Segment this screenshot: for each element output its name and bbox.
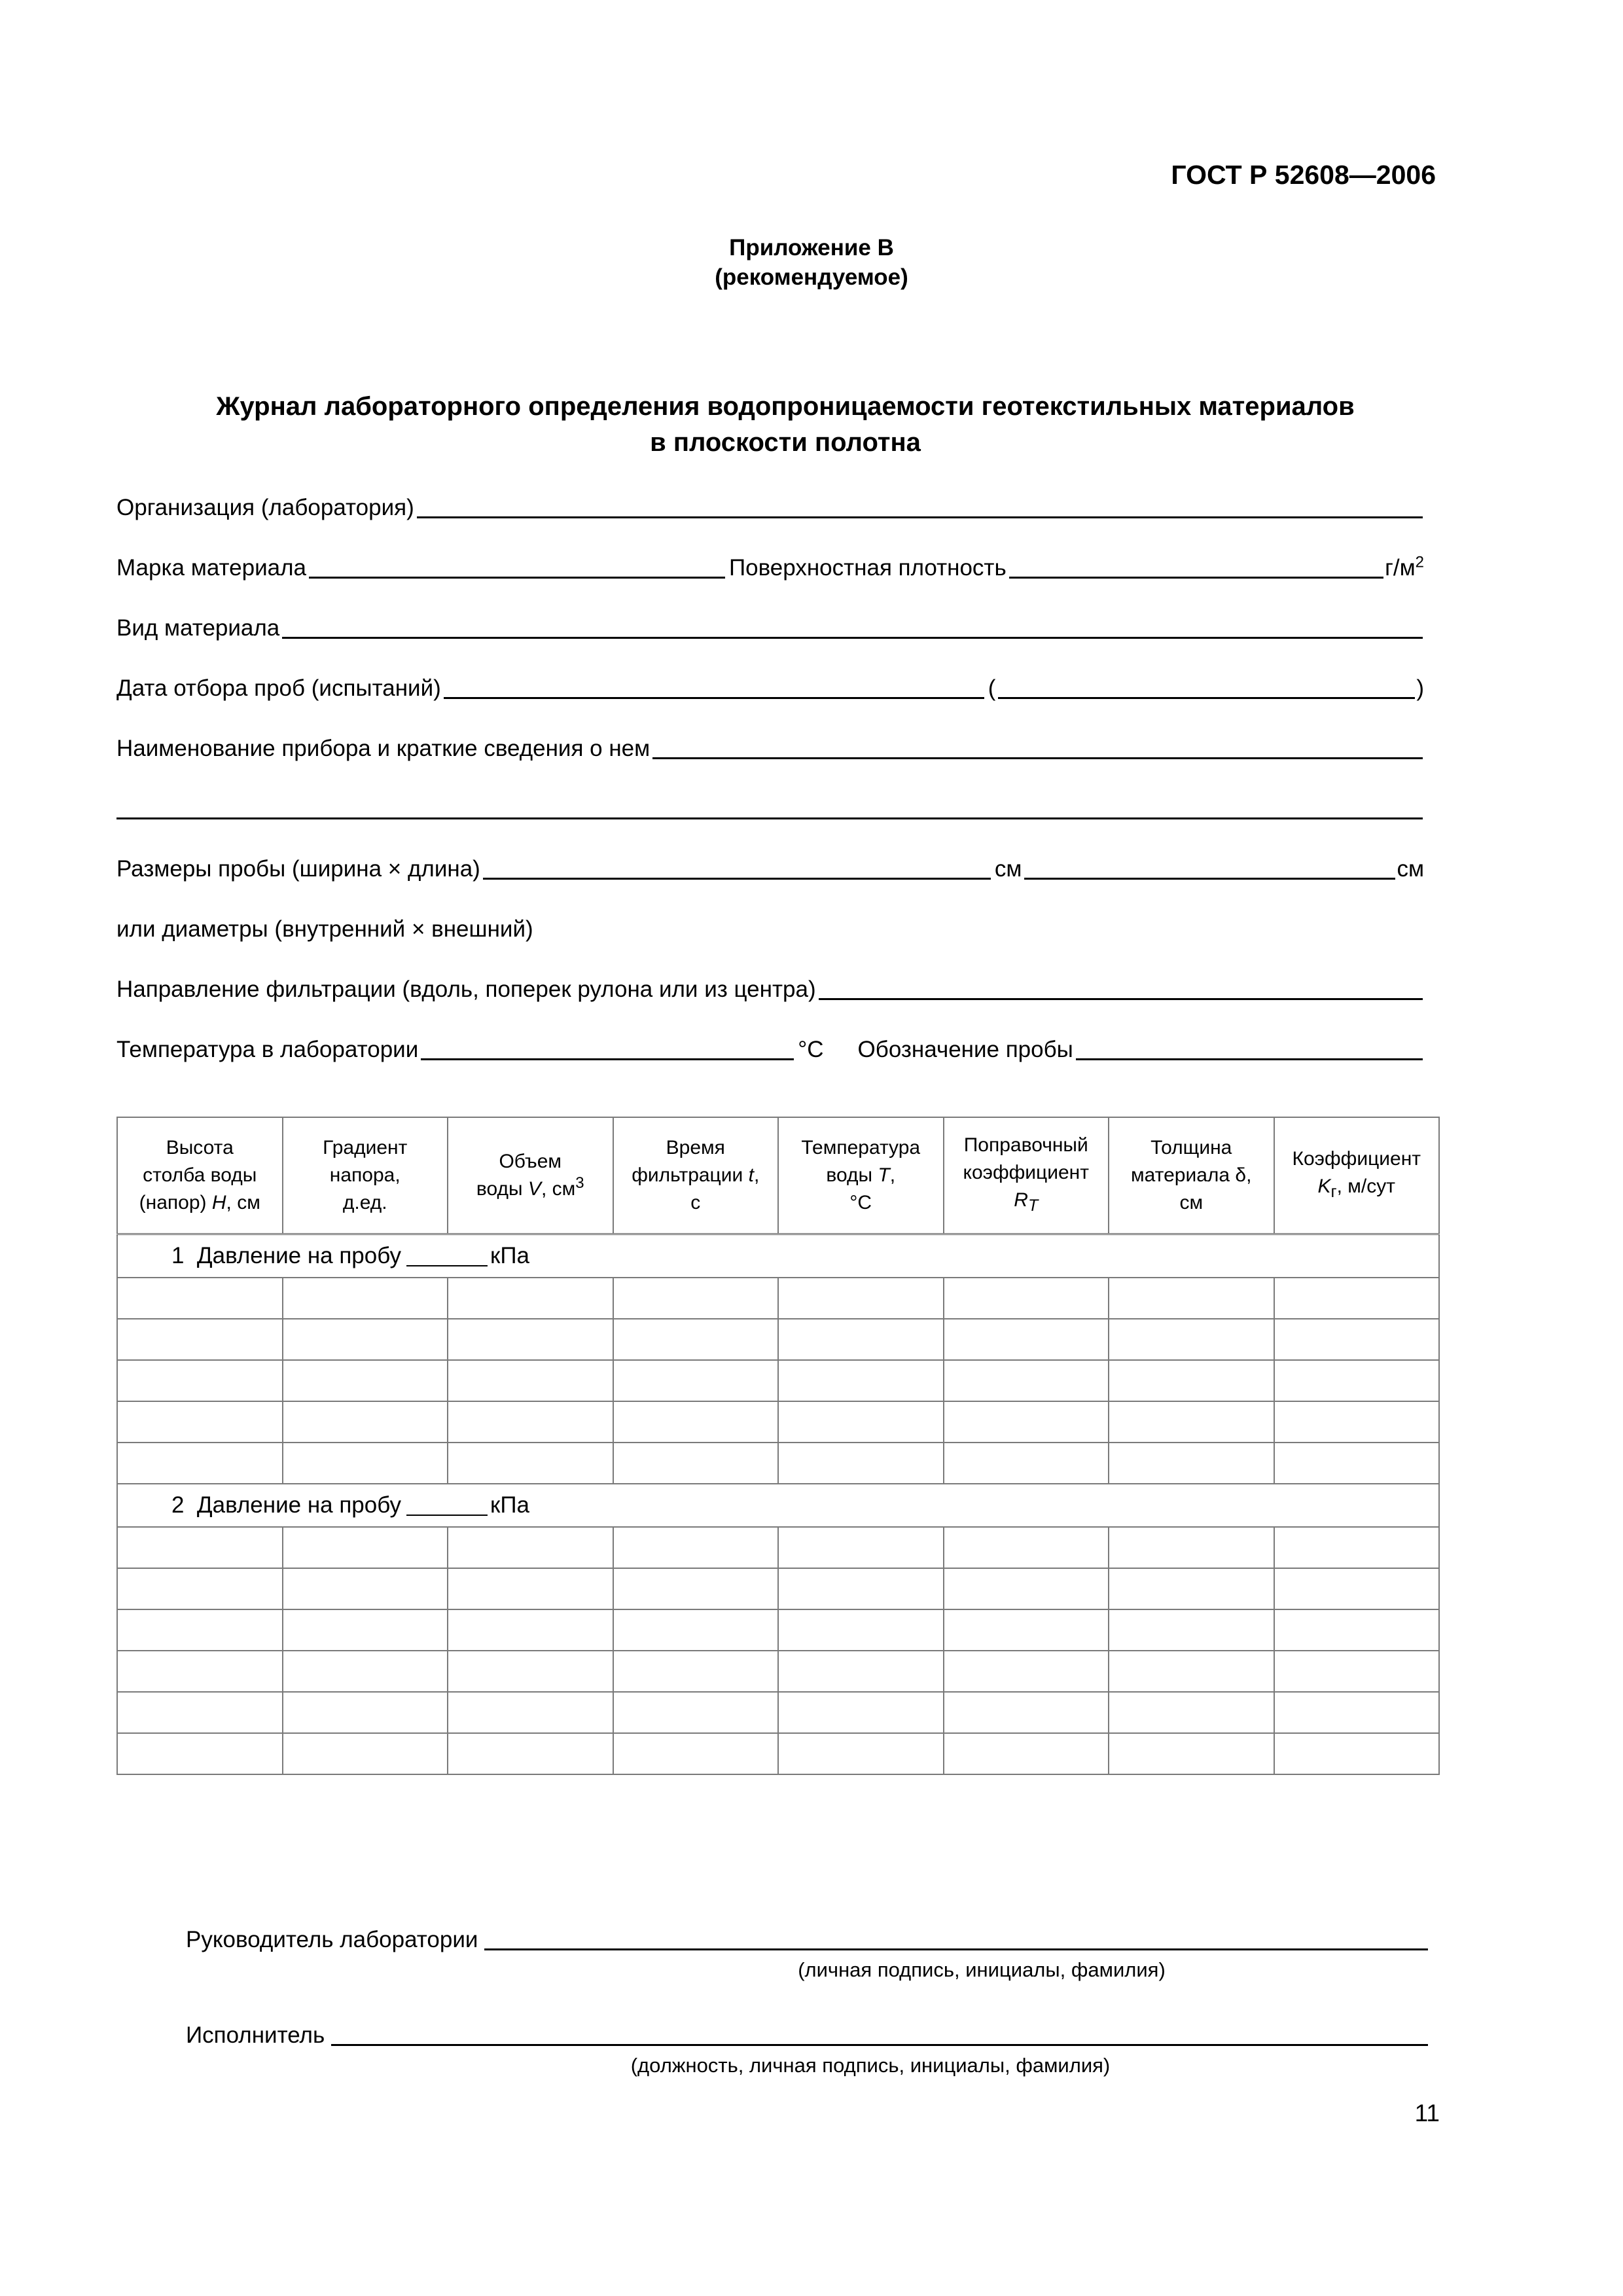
table-row: [117, 1319, 1439, 1360]
table-cell[interactable]: [944, 1651, 1109, 1692]
table-cell[interactable]: [448, 1609, 613, 1651]
table-cell[interactable]: [613, 1651, 779, 1692]
table-row: [117, 1443, 1439, 1484]
journal-title: [0, 389, 1571, 461]
table-cell[interactable]: [1274, 1733, 1440, 1774]
organization-label: Организация (лаборатория): [116, 495, 414, 520]
table-cell[interactable]: [1109, 1527, 1274, 1568]
device-label: Наименование прибора и краткие сведения о нем: [116, 736, 651, 761]
table-cell[interactable]: [283, 1401, 448, 1443]
material-brand-row: [116, 548, 1424, 581]
sampling-date-input-line[interactable]: [444, 673, 984, 699]
table-cell[interactable]: [778, 1651, 944, 1692]
table-cell[interactable]: [283, 1733, 448, 1774]
header-water-temperature: Температура воды T, °С: [778, 1117, 944, 1234]
header-material-thickness: Толщина материала δ, см: [1109, 1117, 1274, 1234]
table-cell[interactable]: [944, 1733, 1109, 1774]
table-cell[interactable]: [778, 1527, 944, 1568]
table-cell[interactable]: [1109, 1319, 1274, 1360]
table-cell[interactable]: [283, 1443, 448, 1484]
table-cell[interactable]: [1109, 1278, 1274, 1319]
table-cell[interactable]: [944, 1443, 1109, 1484]
table-cell[interactable]: [283, 1609, 448, 1651]
table-cell[interactable]: [778, 1609, 944, 1651]
lab-temperature-input-line[interactable]: [421, 1035, 794, 1060]
sample-length-unit: см: [1397, 856, 1424, 882]
appendix-heading: [0, 233, 1623, 292]
organization-input-line[interactable]: [417, 493, 1423, 518]
table-cell[interactable]: [448, 1692, 613, 1733]
lab-head-signature-line[interactable]: [484, 1925, 1428, 1950]
table-cell[interactable]: [1109, 1651, 1274, 1692]
table-cell[interactable]: [613, 1609, 779, 1651]
group-2-pressure-input[interactable]: [406, 1494, 488, 1516]
header-coefficient: Коэффициент $K_г$, м/сут: [1274, 1117, 1440, 1234]
lab-temperature-label: Температура в лаборатории: [116, 1037, 419, 1062]
table-cell[interactable]: [283, 1360, 448, 1401]
table-cell[interactable]: [778, 1401, 944, 1443]
table-row: [117, 1692, 1439, 1733]
table-cell[interactable]: [448, 1401, 613, 1443]
table-row: [117, 1527, 1439, 1568]
group-2-label: 2 Давление на пробу кПа: [117, 1484, 1439, 1527]
table-cell[interactable]: [117, 1278, 283, 1319]
device-field: [116, 729, 1424, 762]
table-cell[interactable]: [283, 1692, 448, 1733]
header-water-height: Высота столба воды (напор) H, см: [117, 1117, 283, 1234]
table-cell[interactable]: [283, 1278, 448, 1319]
header-filtration-time: Время фильтрации t, с: [613, 1117, 779, 1234]
table-cell[interactable]: [1274, 1651, 1440, 1692]
sample-designation-input-line[interactable]: [1076, 1035, 1423, 1060]
table-cell[interactable]: [778, 1733, 944, 1774]
table-cell[interactable]: [448, 1278, 613, 1319]
table-cell[interactable]: [778, 1360, 944, 1401]
table-cell[interactable]: [613, 1568, 779, 1609]
material-type-field: [116, 609, 1424, 641]
header-pressure-gradient: Градиент напора, д.ед.: [283, 1117, 448, 1234]
table-cell[interactable]: [613, 1278, 779, 1319]
table-cell[interactable]: [117, 1401, 283, 1443]
table-cell[interactable]: [1274, 1692, 1440, 1733]
table-cell[interactable]: [944, 1319, 1109, 1360]
table-cell[interactable]: [117, 1609, 283, 1651]
table-cell[interactable]: [283, 1568, 448, 1609]
sample-width-input-line[interactable]: [483, 854, 991, 880]
table-row: [117, 1733, 1439, 1774]
table-row: [117, 1568, 1439, 1609]
table-cell[interactable]: [1274, 1443, 1440, 1484]
table-cell[interactable]: [1109, 1401, 1274, 1443]
executor-signature-line[interactable]: [331, 2020, 1428, 2046]
material-brand-input-line[interactable]: [309, 553, 725, 579]
table-cell[interactable]: [944, 1609, 1109, 1651]
table-cell[interactable]: [1109, 1609, 1274, 1651]
lab-temperature-unit: °С: [798, 1037, 824, 1062]
paren-open: (: [988, 675, 996, 701]
table-cell[interactable]: [1274, 1401, 1440, 1443]
table-cell[interactable]: [117, 1360, 283, 1401]
table-cell[interactable]: [117, 1443, 283, 1484]
table-cell[interactable]: [778, 1319, 944, 1360]
table-row: [117, 1360, 1439, 1401]
lab-head-label: Руководитель лаборатории: [186, 1927, 478, 1952]
table-cell[interactable]: [1274, 1527, 1440, 1568]
sample-size-label: Размеры пробы (ширина × длина): [116, 856, 480, 882]
table-cell[interactable]: [283, 1651, 448, 1692]
sample-designation-label: Обозначение пробы: [857, 1037, 1073, 1062]
table-cell[interactable]: [1109, 1733, 1274, 1774]
table-cell[interactable]: [448, 1568, 613, 1609]
table-cell[interactable]: [944, 1278, 1109, 1319]
table-cell[interactable]: [613, 1319, 779, 1360]
paren-close: ): [1416, 675, 1424, 701]
surface-density-input-line[interactable]: [1009, 553, 1383, 579]
table-cell[interactable]: [944, 1527, 1109, 1568]
group-row-2: [117, 1484, 1439, 1527]
table-row: [117, 1651, 1439, 1692]
table-cell[interactable]: [613, 1527, 779, 1568]
document-code: ГОСТ Р 52608—2006: [1171, 160, 1436, 190]
device-continuation-line[interactable]: [116, 794, 1423, 819]
journal-title-line1: Журнал лабораторного определения водопроницаемости геотекстильных материалов: [216, 392, 1355, 421]
table-cell[interactable]: [283, 1527, 448, 1568]
table-cell[interactable]: [1109, 1568, 1274, 1609]
diameters-label: или диаметры (внутренний × внешний): [116, 916, 533, 942]
table-cell[interactable]: [944, 1401, 1109, 1443]
table-cell[interactable]: [613, 1401, 779, 1443]
material-type-input-line[interactable]: [282, 613, 1423, 639]
journal-title-line2: в плоскости полотна: [650, 428, 921, 457]
table-row: [117, 1278, 1439, 1319]
device-continuation: [116, 789, 1424, 822]
table-cell[interactable]: [778, 1568, 944, 1609]
table-cell[interactable]: [944, 1360, 1109, 1401]
group-1-label: 1 Давление на пробу кПа: [117, 1234, 1439, 1278]
table-cell[interactable]: [1109, 1443, 1274, 1484]
executor-hint: (должность, личная подпись, инициалы, фамилия): [630, 2054, 1111, 2077]
header-water-volume: Объем воды V, $см^3$: [448, 1117, 613, 1234]
table-cell[interactable]: [778, 1443, 944, 1484]
appendix-title: Приложение В: [729, 235, 894, 260]
table-cell[interactable]: [613, 1692, 779, 1733]
table-cell[interactable]: [448, 1319, 613, 1360]
device-input-line[interactable]: [652, 734, 1423, 759]
table-cell[interactable]: [283, 1319, 448, 1360]
sampling-date-row: [116, 669, 1424, 702]
sampling-date-label: Дата отбора проб (испытаний): [116, 675, 441, 701]
surface-density-label: Поверхностная плотность: [728, 555, 1007, 581]
table-cell[interactable]: [778, 1278, 944, 1319]
sample-length-input-line[interactable]: [1024, 854, 1395, 880]
table-cell[interactable]: [117, 1692, 283, 1733]
table-cell[interactable]: [117, 1651, 283, 1692]
lab-head-signature-row: [186, 1920, 1429, 1953]
lab-head-hint: (личная подпись, инициалы, фамилия): [798, 1958, 1166, 1981]
surface-density-unit: $г/м^2$: [1385, 553, 1424, 581]
table-cell[interactable]: [1274, 1360, 1440, 1401]
table-cell[interactable]: [448, 1733, 613, 1774]
material-type-label: Вид материала: [116, 615, 280, 641]
measurements-table: [116, 1117, 1440, 1775]
table-cell[interactable]: [613, 1360, 779, 1401]
group-row-1: [117, 1234, 1439, 1278]
table-header-row: [117, 1117, 1439, 1234]
table-cell[interactable]: [117, 1568, 283, 1609]
page-number: 11: [1414, 2100, 1440, 2126]
table-cell[interactable]: [448, 1651, 613, 1692]
sample-width-unit: см: [994, 856, 1022, 882]
table-cell[interactable]: [1274, 1609, 1440, 1651]
table-cell[interactable]: [1274, 1319, 1440, 1360]
temperature-row: [116, 1030, 1424, 1063]
executor-signature-row: [186, 2016, 1429, 2049]
executor-label: Исполнитель: [186, 2022, 325, 2048]
material-brand-label: Марка материала: [116, 555, 306, 581]
table-cell[interactable]: [448, 1360, 613, 1401]
table-cell[interactable]: [117, 1733, 283, 1774]
table-cell[interactable]: [117, 1319, 283, 1360]
table-cell[interactable]: [1109, 1692, 1274, 1733]
filtration-direction-input-line[interactable]: [819, 975, 1423, 1000]
table-cell[interactable]: [944, 1692, 1109, 1733]
organization-field: [116, 488, 1424, 521]
table-cell[interactable]: [448, 1443, 613, 1484]
table-row: [117, 1401, 1439, 1443]
table-cell[interactable]: [613, 1733, 779, 1774]
sample-size-row: [116, 850, 1424, 882]
table-cell[interactable]: [448, 1527, 613, 1568]
group-1-pressure-input[interactable]: [406, 1244, 488, 1266]
table-cell[interactable]: [1109, 1360, 1274, 1401]
filtration-direction-field: [116, 970, 1424, 1003]
table-cell[interactable]: [778, 1692, 944, 1733]
header-correction-factor: Поправочный коэффициент $R_T$: [944, 1117, 1109, 1234]
appendix-status: (рекомендуемое): [715, 264, 908, 290]
sampling-date-extra-line[interactable]: [998, 673, 1415, 699]
table-cell[interactable]: [613, 1443, 779, 1484]
table-row: [117, 1609, 1439, 1651]
table-cell[interactable]: [1274, 1278, 1440, 1319]
table-cell[interactable]: [944, 1568, 1109, 1609]
filtration-direction-label: Направление фильтрации (вдоль, поперек рулона или из центра): [116, 977, 816, 1002]
diameters-row: [116, 910, 1424, 942]
table-cell[interactable]: [117, 1527, 283, 1568]
table-cell[interactable]: [1274, 1568, 1440, 1609]
